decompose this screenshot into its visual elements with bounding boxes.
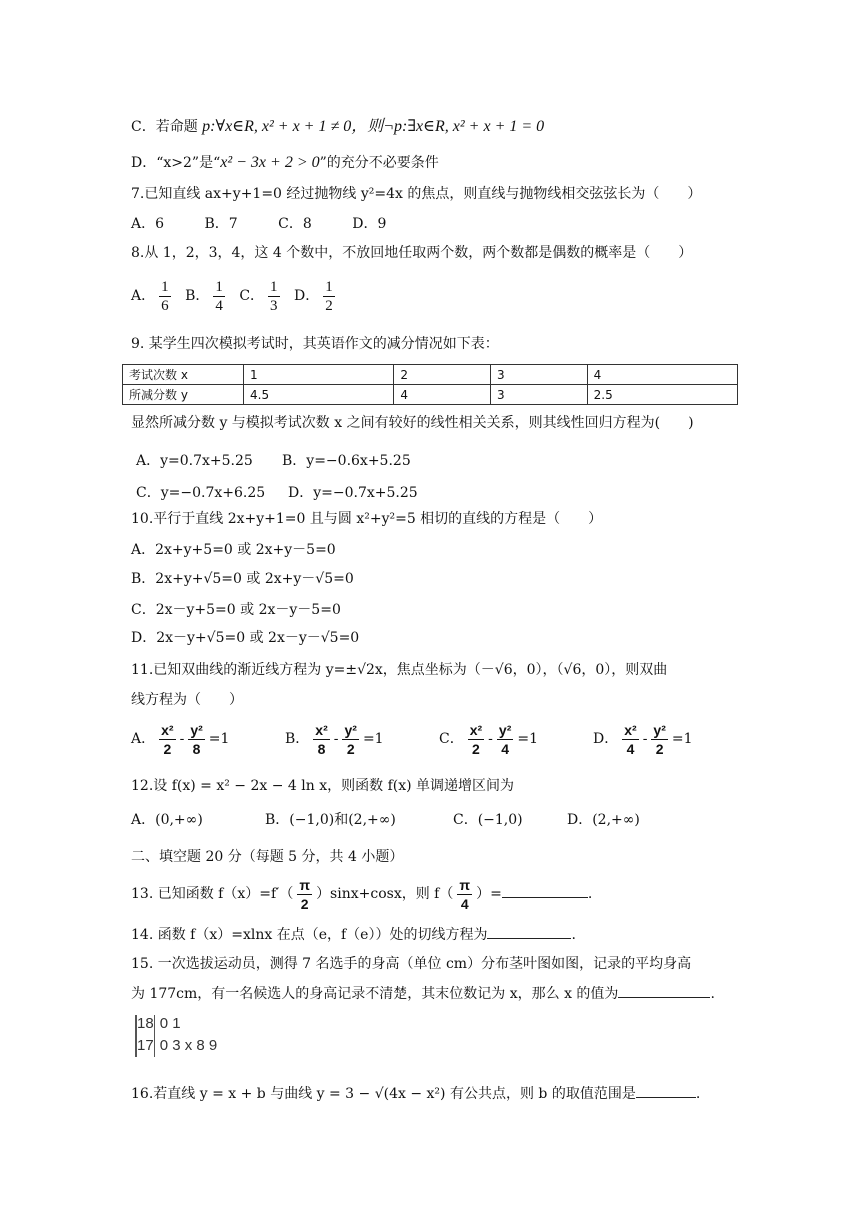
answer-blank-16[interactable]: [636, 1083, 696, 1098]
q16-end: .: [695, 1086, 701, 1102]
q11-option-c: C． $\frac{\text{x²}}{2}$ - $\frac{\text{y²}}{4}$ =1: [439, 721, 538, 757]
q13-text-c: ）=: [476, 886, 502, 902]
table-cell: 2: [394, 365, 491, 385]
option-d-line: [131, 153, 439, 173]
table-cell: 考试次数 x: [123, 365, 244, 385]
answer-blank-14[interactable]: [487, 924, 571, 939]
q9-option-d: D．y=−0.7x+5.25: [288, 485, 418, 501]
q13-text-b: ）sinx+cosx，则 f（: [316, 886, 454, 902]
q7-option-b: B．7: [204, 216, 238, 232]
q12-option-b: B．(−1,0)和(2,+∞): [265, 812, 396, 828]
table-cell: 4: [587, 365, 737, 385]
q13-fraction-2: $\frac{\pi}{4}$: [459, 876, 471, 912]
question-7-options: [131, 214, 386, 234]
q8-option-d-fraction: $\frac{1}{2}$: [325, 278, 333, 314]
question-11-cont: 线方程为（ ）: [131, 692, 243, 708]
question-7: 7.已知直线 ax+y+1=0 经过抛物线 y²=4x 的焦点，则直线与抛物线相交弦弦长为（ ）: [131, 186, 702, 202]
table-cell: 3: [490, 365, 587, 385]
option-d-label: D．“x>2”是“: [131, 155, 221, 171]
q10-option-a: A．2x+y+5=0 或 2x+y－5=0: [131, 542, 336, 558]
question-9-text: 显然所减分数 y 与模拟考试次数 x 之间有较好的线性相关关系，则其线性回归方程为( ): [131, 415, 694, 431]
score-table: [122, 364, 738, 405]
table-cell: 2.5: [587, 385, 737, 405]
question-12: 12.设 f(x) = x² − 2x − 4 ln x，则函数 f(x) 单调递增区间为: [131, 778, 515, 794]
question-15: 15. 一次选拔运动员，测得 7 名选手的身高（单位 cm）分布茎叶图如图，记录的平均身高: [131, 956, 692, 972]
q9-options-row-2: [136, 483, 418, 503]
question-8-options: [131, 276, 339, 316]
q8-option-b-fraction: $\frac{1}{4}$: [215, 278, 223, 314]
q11-option-d: D． $\frac{\text{x²}}{4}$ - $\frac{\text{y²}}{2}$ =1: [593, 721, 693, 757]
q15-text: 为 177cm，有一名候选人的身高记录不清楚，其末位数记为 x，那么 x 的值为: [131, 986, 619, 1002]
q10-option-d: D．2x－y+√5=0 或 2x－y－√5=0: [131, 630, 360, 646]
question-8: 8.从 1，2，3，4，这 4 个数中，不放回地任取两个数，两个数都是偶数的概率是（ ）: [131, 245, 693, 261]
section-2-heading: 二、填空题 20 分（每题 5 分，共 4 小题）: [131, 849, 404, 865]
q11-option-a: A． $\frac{\text{x²}}{2}$ - $\frac{\text{y²}}{8}$ =1: [131, 721, 230, 757]
option-d-tail: ”的充分不必要条件: [319, 155, 439, 171]
table-cell: 3: [490, 385, 587, 405]
q12-option-d: D．(2,+∞): [567, 812, 640, 828]
q13-fraction-1: $\frac{\pi}{2}$: [299, 876, 311, 912]
table-row: [123, 365, 738, 385]
question-13: [131, 874, 592, 914]
q9-options-row-1: [136, 451, 411, 471]
q8-option-a-fraction: $\frac{1}{6}$: [161, 278, 169, 314]
q8-option-d-label: D．: [294, 288, 320, 304]
q8-option-a-label: A．: [131, 288, 156, 304]
table-cell: 所减分数 y: [123, 385, 244, 405]
option-d-math: x² − 3x + 2 > 0: [220, 154, 320, 171]
q8-option-c-label: C．: [239, 288, 265, 304]
q11-option-b: B． $\frac{\text{x²}}{8}$ - $\frac{\text{y²}}{2}$ =1: [285, 721, 384, 757]
q9-option-b: B．y=−0.6x+5.25: [282, 453, 411, 469]
stem-row-18: 18 0 1: [137, 1015, 181, 1032]
table-cell: 1: [244, 365, 394, 385]
option-c-line: [131, 117, 544, 137]
table-cell: 4: [394, 385, 491, 405]
q8-option-b-label: B．: [185, 288, 210, 304]
stem-row-17: 17 0 3 x 8 9: [137, 1037, 218, 1054]
table-cell: 4.5: [244, 385, 394, 405]
q9-option-c: C．y=−0.7x+6.25: [136, 485, 266, 501]
q13-end: .: [587, 886, 593, 902]
q7-option-a: A．6: [131, 216, 165, 232]
q9-option-a: A．y=0.7x+5.25: [136, 453, 253, 469]
q13-text-a: 13. 已知函数 f（x）=f′（: [131, 886, 294, 902]
q7-option-c: C．8: [278, 216, 312, 232]
question-14: [131, 924, 576, 945]
question-15-cont: [131, 983, 715, 1004]
stem-leaf-plot: [133, 1013, 263, 1059]
q15-end: .: [710, 986, 715, 1002]
question-9: 9. 某学生四次模拟考试时，其英语作文的减分情况如下表：: [131, 336, 499, 352]
answer-blank-13[interactable]: [502, 883, 588, 898]
question-16: [131, 1083, 700, 1104]
q14-text: 14. 函数 f（x）=xlnx 在点（e，f（e））处的切线方程为: [131, 927, 488, 943]
option-c-label: C．若命题: [131, 119, 198, 135]
q14-end: .: [571, 927, 576, 943]
table-row: [123, 385, 738, 405]
question-10: 10.平行于直线 2x+y+1=0 且与圆 x²+y²=5 相切的直线的方程是（ ）: [131, 511, 603, 527]
q10-option-b: B．2x+y+√5=0 或 2x+y－√5=0: [131, 571, 354, 587]
q8-option-c-fraction: $\frac{1}{3}$: [270, 278, 278, 314]
q12-option-a: A．(0,+∞): [131, 812, 203, 828]
q7-option-d: D．9: [352, 216, 387, 232]
option-c-math: p:∀x∈R, x² + x + 1 ≠ 0，则¬p:∃x∈R, x² + x + 1 = 0: [202, 118, 545, 135]
answer-blank-15[interactable]: [618, 983, 710, 998]
question-11: 11.已知双曲线的渐近线方程为 y=±√2x，焦点坐标为（－√6，0），（√6，0），则双曲: [131, 662, 668, 678]
q16-text: 16.若直线 y = x + b 与曲线 y = 3 − √(4x − x²) 有公共点，则 b 的取值范围是: [131, 1086, 636, 1102]
q12-option-c: C．(−1,0): [453, 812, 523, 828]
q10-option-c: C．2x－y+5=0 或 2x－y－5=0: [131, 602, 341, 618]
